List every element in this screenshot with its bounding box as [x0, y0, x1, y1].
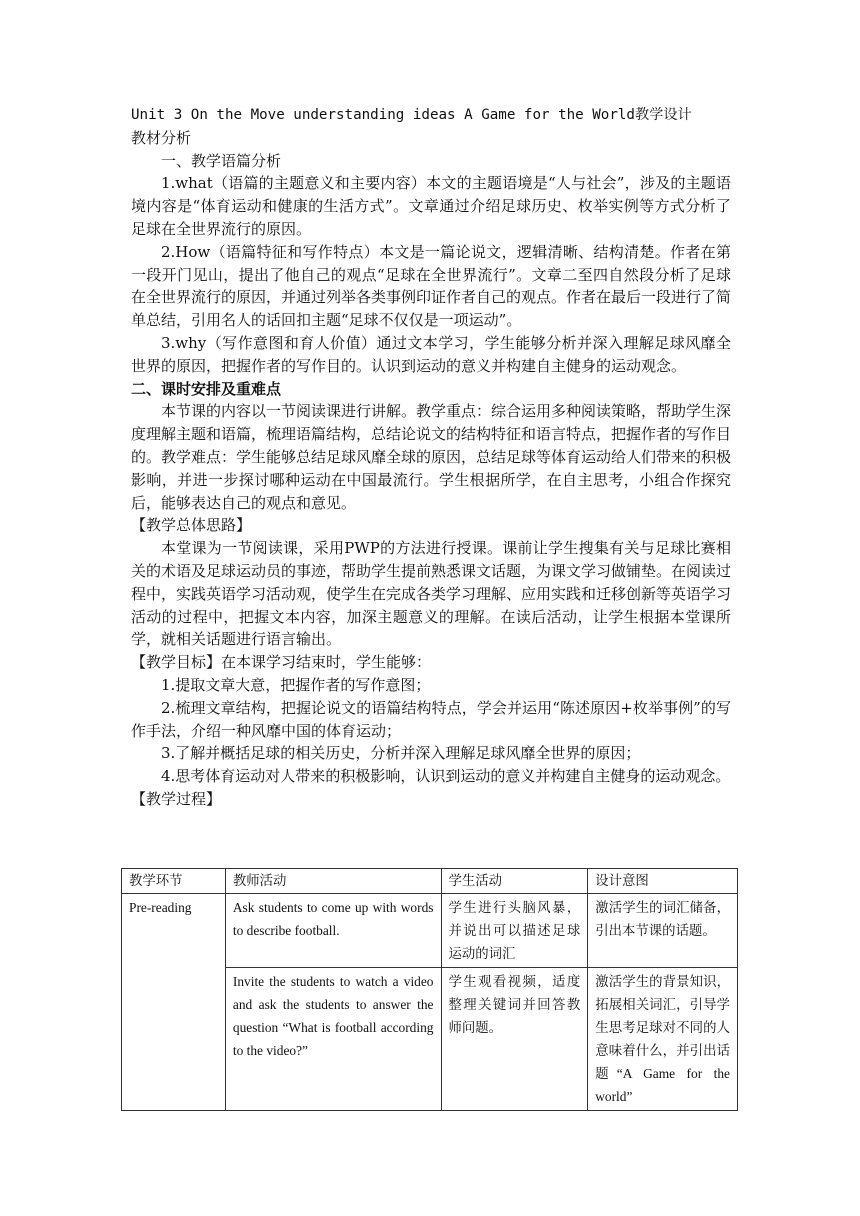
paragraph-how: 2.How（语篇特征和写作特点）本文是一篇论说文，逻辑清晰、结构清楚。作者在第一段开门见山，提出了他自己的观点“足球在全世界流行”。文章二至四自然段分析了足球在全世界流行的原因，并通过列举各类事例印证作者自己的观点。作者在最后一段进行了简单总结，引用名人的话回扣主题“足球不仅仅是一项运动”。 — [131, 242, 732, 330]
document-body — [131, 104, 731, 811]
teacher-activity-cell: Ask students to come up with words to describe football. — [225, 894, 441, 968]
header-teacher-activity: 教师活动 — [225, 869, 441, 894]
heading-approach: 【教学总体思路】 — [131, 516, 252, 535]
student-activity-cell: 学生观看视频，适度整理关键词并回答教师问题。 — [441, 968, 588, 1111]
objective-item: 2.梳理文章结构，把握论说文的语篇结构特点，学会并运用“陈述原因+枚举事例”的写作手法，介绍一种风靡中国的体育运动； — [131, 698, 731, 740]
design-intent-cell: 激活学生的背景知识，拓展相关词汇，引导学生思考足球对不同的人意味着什么，并引出话题“A Game for the world” — [588, 968, 738, 1111]
teaching-process-table — [121, 868, 738, 1111]
paragraph-what: 1.what（语篇的主题意义和主要内容）本文的主题语境是“人与社会”，涉及的主题语境内容是“体育运动和健康的生活方式”。文章通过介绍足球历史、枚举实例等方式分析了足球在全世界流行的原因。 — [131, 174, 731, 238]
student-activity-cell: 学生进行头脑风暴，并说出可以描述足球运动的词汇 — [441, 894, 588, 968]
header-stage: 教学环节 — [122, 869, 226, 894]
paragraph-why: 3.why（写作意图和育人价值）通过文本学习，学生能够分析并深入理解足球风靡全世界的原因，把握作者的写作目的。认识到运动的意义并构建自主健身的运动观念。 — [131, 333, 731, 375]
objective-item: 4.思考体育运动对人带来的积极影响，认识到运动的意义并构建自主健身的运动观念。 — [161, 767, 731, 786]
objective-item: 3.了解并概括足球的相关历史，分析并深入理解足球风靡全世界的原因； — [161, 744, 641, 763]
design-intent-cell: 激活学生的词汇储备，引出本节课的话题。 — [588, 894, 738, 968]
paragraph-approach: 本堂课为一节阅读课，采用PWP的方法进行授课。课前让学生搜集有关与足球比赛相关的术语及足球运动员的事迹，帮助学生提前熟悉课文话题，为课文学习做铺垫。在阅读过程中，实践英语学习活动观，使学生在完成各类学习理解、应用实践和迁移创新等英语学习活动的过程中，把握文本内容，加深主题意义的理解。在读后活动，让学生根据本堂课所学，就相关话题进行语言输出。 — [131, 539, 732, 649]
teacher-activity-cell: Invite the students to watch a video and ask the students to answer the question “What is football according to the video?” — [225, 968, 441, 1111]
heading-schedule: 二、课时安排及重难点 — [131, 379, 282, 398]
heading-process: 【教学过程】 — [131, 789, 222, 808]
objective-item: 1.提取文章大意，把握作者的写作意图； — [161, 675, 431, 694]
heading-objectives: 【教学目标】在本课学习结束时，学生能够： — [131, 653, 432, 672]
paragraph-schedule: 本节课的内容以一节阅读课进行讲解。教学重点：综合运用多种阅读策略，帮助学生深度理解主题和语篇，梳理语篇结构，总结论说文的结构特征和语言特点，把握作者的写作目的。教学难点：学生能够总结足球风靡全球的原因，总结足球等体育运动给人们带来的积极影响，并进一步探讨哪种运动在中国最流行。学生根据所学，在自主思考，小组合作探究后，能够表达自己的观点和意见。 — [131, 402, 732, 512]
stage-cell: Pre-reading — [122, 894, 226, 1111]
heading-text-analysis: 一、教学语篇分析 — [161, 151, 282, 170]
table-header-row — [122, 869, 738, 894]
table-row — [122, 894, 738, 968]
document-title: Unit 3 On the Move understanding ideas A Game for the World教学设计 — [131, 107, 692, 123]
section-material-analysis: 教材分析 — [131, 128, 192, 147]
header-student-activity: 学生活动 — [441, 869, 588, 894]
header-design-intent: 设计意图 — [588, 869, 738, 894]
